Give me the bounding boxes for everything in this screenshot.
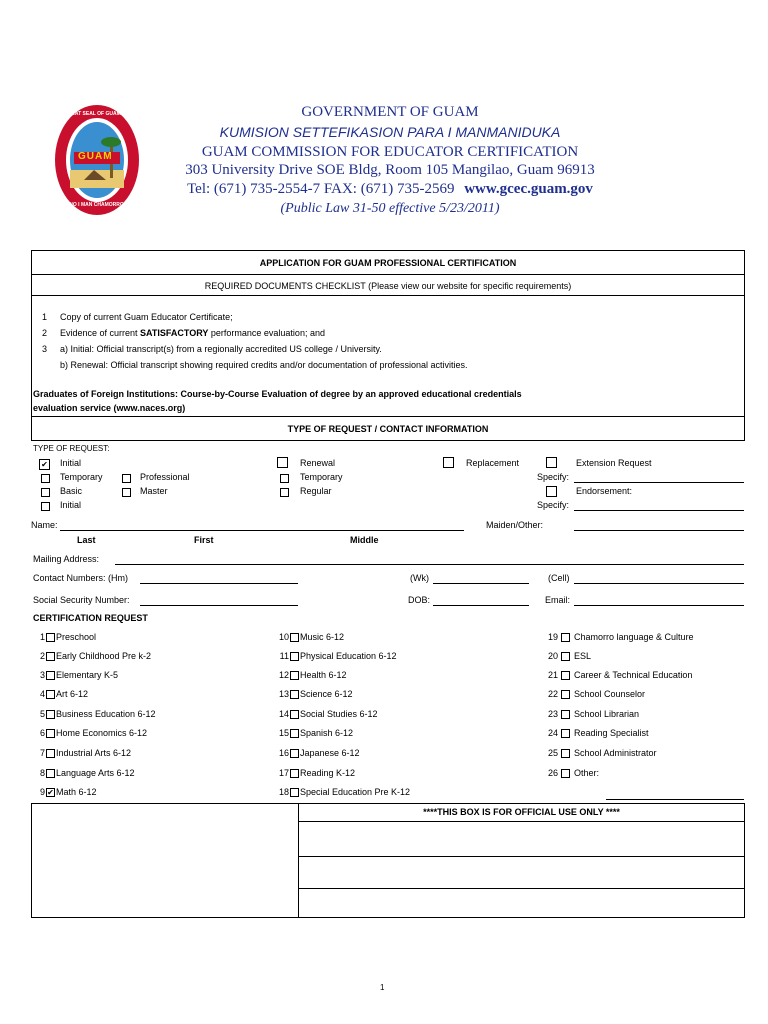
contact-work-label: (Wk) (410, 573, 429, 583)
renewal-checkbox[interactable] (277, 457, 288, 468)
extension-label: Extension Request (576, 458, 652, 468)
other-field[interactable] (606, 799, 744, 800)
cert-item[interactable] (33, 689, 88, 699)
mailing-address-field[interactable] (115, 564, 744, 565)
checklist-item-2-bold: SATISFACTORY (140, 328, 209, 338)
renewal-temporary-checkbox[interactable] (280, 474, 289, 483)
cert-item-checkbox[interactable] (561, 690, 570, 699)
cert-item-checkbox[interactable] (46, 769, 55, 778)
cert-item-number: 17 (278, 768, 289, 778)
cert-item-number: 12 (278, 670, 289, 680)
checklist-item-3a: a) Initial: Official transcript(s) from a regionally accredited US college / University. (60, 344, 382, 354)
cert-item[interactable] (277, 728, 353, 738)
official-use-divider-2 (298, 856, 745, 857)
cert-item-checkbox[interactable] (290, 788, 299, 797)
cert-item-number: 18 (278, 787, 289, 797)
header-line-contact (150, 181, 630, 198)
seal-text-bottom: TANO I MAN CHAMORRO (63, 202, 124, 208)
dob-label: DOB: (408, 595, 431, 605)
cert-item[interactable] (544, 709, 639, 719)
replacement-label: Replacement (466, 458, 520, 468)
cert-item-label: Home Economics 6-12 (56, 728, 148, 738)
cert-item-number: 19 (547, 632, 558, 642)
cert-item[interactable] (33, 651, 151, 661)
cert-item[interactable] (277, 670, 347, 680)
cert-item[interactable] (277, 651, 397, 661)
cert-item[interactable] (277, 709, 378, 719)
initial-checkbox[interactable]: ✔ (39, 459, 50, 470)
cert-item-number: 2 (39, 651, 45, 661)
cert-item-label: Art 6-12 (56, 689, 89, 699)
name-label: Name: (31, 520, 58, 530)
cert-item-label: Preschool (56, 632, 97, 642)
cert-item-label: School Administrator (574, 748, 657, 758)
cert-item-label: Science 6-12 (300, 689, 353, 699)
cert-item[interactable] (33, 709, 156, 719)
certification-request-title: CERTIFICATION REQUEST (33, 613, 148, 623)
checklist-item-3b: b) Renewal: Official transcript showing required credits and/or documentation of professional activities. (60, 360, 468, 370)
cert-item-label: Special Education Pre K-12 (300, 787, 411, 797)
official-use-left-box (31, 803, 299, 918)
basic-label: Basic (60, 486, 83, 496)
ssn-field[interactable] (140, 605, 298, 606)
cert-item-number: 1 (39, 632, 45, 642)
initial2-label: Initial (60, 500, 82, 510)
cert-item[interactable] (277, 748, 360, 758)
master-label: Master (140, 486, 168, 496)
specify1-field[interactable] (574, 482, 744, 483)
cert-item-number: 16 (278, 748, 289, 758)
cert-item-checkbox[interactable] (290, 769, 299, 778)
cert-item-number: 6 (39, 728, 45, 738)
endorsement-checkbox[interactable] (546, 486, 557, 497)
specify1-label: Specify: (537, 472, 570, 482)
header-line-law: (Public Law 31-50 effective 5/23/2011) (280, 201, 500, 216)
cert-item[interactable] (33, 748, 131, 758)
contact-home-label: Contact Numbers: (Hm) (33, 573, 129, 583)
cert-item-label: Elementary K-5 (56, 670, 119, 680)
cert-item-checkbox[interactable] (290, 633, 299, 642)
maiden-field[interactable] (574, 530, 744, 531)
foreign-graduates-line1: Graduates of Foreign Institutions: Course-by-Course Evaluation of degree by an approved educational credentials (33, 389, 522, 399)
checklist-item-1: Copy of current Guam Educator Certificate; (60, 312, 233, 322)
cert-item-label: Math 6-12 (56, 787, 97, 797)
header-line-government: GOVERNMENT OF GUAM (301, 104, 479, 120)
cert-item[interactable] (544, 728, 649, 738)
cert-item-checkbox[interactable] (46, 749, 55, 758)
cert-item-number: 24 (547, 728, 558, 738)
temporary-label: Temporary (60, 472, 103, 482)
type-of-request-label: TYPE OF REQUEST: (33, 444, 110, 453)
cert-item-label: Social Studies 6-12 (300, 709, 378, 719)
header-line-commission: GUAM COMMISSION FOR EDUCATOR CERTIFICATION (201, 144, 579, 160)
renewal-regular-checkbox[interactable] (280, 488, 289, 497)
checklist-title: REQUIRED DOCUMENTS CHECKLIST (Please view our website for specific requirements) (204, 281, 572, 291)
cert-item-label: Reading Specialist (574, 728, 649, 738)
header-tel-fax: Tel: (671) 735-2554-7 FAX: (671) 735-2569 (187, 181, 455, 197)
page-number: 1 (380, 983, 385, 992)
name-last-caption: Last (77, 535, 96, 545)
cert-item-label: Other: (574, 768, 600, 778)
cert-item-number: 7 (39, 748, 45, 758)
cert-item-label: Spanish 6-12 (300, 728, 354, 738)
dob-field[interactable] (433, 605, 529, 606)
cert-item-label: Music 6-12 (300, 632, 345, 642)
email-field[interactable] (574, 605, 744, 606)
renewal-label: Renewal (300, 458, 336, 468)
cert-item[interactable] (33, 728, 147, 738)
contact-home-field[interactable] (140, 583, 298, 584)
cert-item-checkbox[interactable] (561, 749, 570, 758)
checklist-item-2-post: performance evaluation; and (208, 328, 325, 338)
official-use-title: ****THIS BOX IS FOR OFFICIAL USE ONLY **** (423, 807, 620, 817)
cert-item-checkbox[interactable] (290, 710, 299, 719)
cert-item-label: Physical Education 6-12 (300, 651, 397, 661)
cert-item[interactable] (277, 632, 344, 642)
cert-item-checkbox[interactable] (290, 729, 299, 738)
cert-item-checkbox[interactable] (561, 710, 570, 719)
cert-item-label: School Counselor (574, 689, 646, 699)
cert-item-label: Language Arts 6-12 (56, 768, 135, 778)
specify2-field[interactable] (574, 510, 744, 511)
cert-item[interactable] (277, 689, 353, 699)
cert-item-label: Business Education 6-12 (56, 709, 156, 719)
type-section-title: TYPE OF REQUEST / CONTACT INFORMATION (287, 424, 489, 434)
cert-item[interactable] (33, 768, 135, 778)
cert-item-number: 3 (39, 670, 45, 680)
master-checkbox[interactable] (122, 488, 131, 497)
cert-item-label: Reading K-12 (300, 768, 356, 778)
cert-item-number: 9 (39, 787, 45, 797)
cert-item-number: 26 (547, 768, 558, 778)
cert-item-label: Early Childhood Pre k-2 (56, 651, 152, 661)
cert-item-number: 14 (278, 709, 289, 719)
professional-checkbox[interactable] (122, 474, 131, 483)
cert-item-checkbox[interactable] (561, 633, 570, 642)
ssn-label: Social Security Number: (33, 595, 130, 605)
cert-item-number: 20 (547, 651, 558, 661)
cert-item-checkbox[interactable] (46, 710, 55, 719)
cert-item[interactable] (33, 632, 96, 642)
cert-item[interactable] (277, 768, 355, 778)
checklist-num-2: 2 (42, 328, 48, 338)
cert-item-number: 5 (39, 709, 45, 719)
cert-item-label: Health 6-12 (300, 670, 347, 680)
cert-item-checkbox[interactable] (290, 690, 299, 699)
official-use-divider-3 (298, 888, 745, 889)
cert-item-checkbox[interactable] (561, 729, 570, 738)
name-middle-caption: Middle (350, 535, 379, 545)
cert-item-number: 10 (278, 632, 289, 642)
cert-item-label: Industrial Arts 6-12 (56, 748, 132, 758)
cert-item-checkbox[interactable] (46, 633, 55, 642)
checklist-item-2 (60, 328, 325, 338)
cert-item[interactable] (544, 748, 657, 758)
renewal-temporary-label: Temporary (300, 472, 343, 482)
cert-item-number: 25 (547, 748, 558, 758)
cert-item-number: 22 (547, 689, 558, 699)
cert-item-checkbox[interactable] (46, 671, 55, 680)
name-field[interactable] (60, 530, 464, 531)
cert-item-checkbox[interactable] (561, 769, 570, 778)
contact-cell-label: (Cell) (548, 573, 570, 583)
header-line-kumision: KUMISION SETTEFIKASION PARA I MANMANIDUKA (219, 124, 561, 140)
checklist-item-2-pre: Evidence of current (60, 328, 141, 338)
cert-item-checkbox[interactable] (46, 690, 55, 699)
replacement-checkbox[interactable] (443, 457, 454, 468)
cert-item-checkbox[interactable] (561, 652, 570, 661)
cert-item-label: School Librarian (574, 709, 640, 719)
cert-item-checkbox[interactable] (290, 749, 299, 758)
header-website-link[interactable]: www.gcec.guam.gov (464, 181, 593, 197)
basic-checkbox[interactable] (41, 488, 50, 497)
seal-text-middle: GUAM (78, 151, 113, 162)
maiden-label: Maiden/Other: (486, 520, 544, 530)
form-title: APPLICATION FOR GUAM PROFESSIONAL CERTIFICATION (259, 258, 517, 268)
official-use-divider-1 (298, 821, 745, 822)
initial2-checkbox[interactable] (41, 502, 50, 511)
cert-item-checkbox[interactable] (290, 652, 299, 661)
cert-item-number: 21 (547, 670, 558, 680)
cert-item-number: 15 (278, 728, 289, 738)
cert-item-label: Career & Technical Education (574, 670, 693, 680)
checklist-num-3: 3 (42, 344, 48, 354)
cert-item[interactable] (544, 651, 591, 661)
cert-item-number: 11 (279, 651, 289, 661)
temporary-checkbox[interactable] (41, 474, 50, 483)
cert-item-checkbox[interactable] (561, 671, 570, 680)
cert-item-number: 13 (278, 689, 289, 699)
cert-item-number: 4 (39, 689, 45, 699)
cert-item[interactable] (33, 787, 97, 797)
contact-work-field[interactable] (433, 583, 529, 584)
seal-text-top: GREAT SEAL OF GUAM (64, 111, 121, 117)
cert-item-label: ESL (574, 651, 592, 661)
cert-item[interactable] (33, 670, 118, 680)
initial-label: Initial (60, 458, 82, 468)
cert-item-checkbox[interactable] (290, 671, 299, 680)
cert-item[interactable] (544, 768, 599, 778)
professional-label: Professional (140, 472, 190, 482)
cert-item-number: 23 (547, 709, 558, 719)
extension-checkbox[interactable] (546, 457, 557, 468)
header-line-address: 303 University Drive SOE Bldg, Room 105 Mangilao, Guam 96913 (185, 162, 595, 178)
cert-item-checkbox[interactable] (46, 652, 55, 661)
cert-item-label: Japanese 6-12 (300, 748, 360, 758)
cert-item[interactable] (277, 787, 410, 797)
mailing-address-label: Mailing Address: (33, 554, 100, 564)
cert-item[interactable] (544, 670, 692, 680)
cert-item[interactable] (544, 632, 694, 642)
cert-item-label: Chamorro language & Culture (574, 632, 694, 642)
endorsement-label: Endorsement: (576, 486, 633, 496)
cert-item-checkbox[interactable] (46, 729, 55, 738)
email-label: Email: (545, 595, 571, 605)
renewal-regular-label: Regular (300, 486, 332, 496)
contact-cell-field[interactable] (574, 583, 744, 584)
name-first-caption: First (194, 535, 214, 545)
cert-item-number: 8 (39, 768, 45, 778)
checklist-num-1: 1 (42, 312, 48, 322)
cert-item-checkbox[interactable]: ✔ (47, 787, 54, 797)
foreign-graduates-line2: evaluation service (www.naces.org) (33, 403, 186, 413)
cert-item[interactable] (544, 689, 645, 699)
specify2-label: Specify: (537, 500, 570, 510)
